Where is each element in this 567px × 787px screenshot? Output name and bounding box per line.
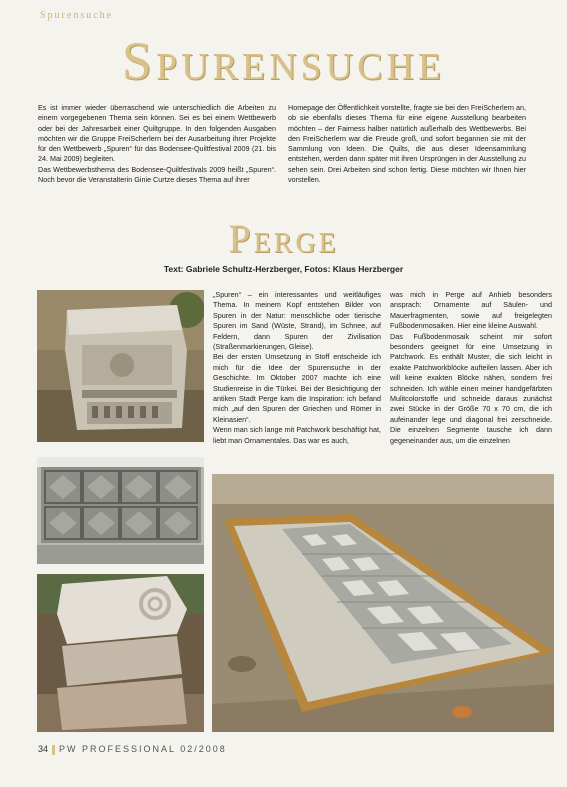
photo-ionic-blocks xyxy=(37,574,204,732)
intro-paragraph: Das Wettbewerbsthema des Bodensee-Quiltfestivals 2009 heißt „Spuren“. Noch bevor die Veranstalterin Ginie Curtze dieses Thema auf ihrer xyxy=(38,164,276,185)
article-paragraph: Bei der ersten Umsetzung in Stoff entscheide ich mich für die Idee der Spurensuche in der Geschichte. Im Oktober 2007 machte ich eine Studienreise in die Türkei. Bei der Besichtigung der antiken Stadt Perge kam die Inspiration: ich befand mich „auf den Spuren der Griechen und Römer in Kleinasien“. xyxy=(213,352,381,424)
intro-paragraph: Es ist immer wieder überraschend wie unterschiedlich die Arbeiten zu einem vorgegebenen Thema sein können. Sei es bei einem Wettbewerb oder bei der Jahresarbeit einer Quiltgruppe. In den folgenden Ausgaben möchten wir die Gruppe FreiScherlern bei der Ausarbeitung ihrer Projekte für den Wettbewerb „Spuren“ für das Bodensee-Quiltfestival 2009 (21. bis 24. Mai 2009) begleiten. xyxy=(38,103,276,164)
page-number: 34 xyxy=(38,744,49,754)
article-column-1 xyxy=(213,290,381,446)
photo-floor-mosaic xyxy=(212,474,554,732)
section-label: Spurensuche xyxy=(40,10,114,21)
intro-paragraph: Homepage der Öffentlichkeit vorstellte, fragte sie bei den FreiScherlern an, ob sie ebenfalls dieses Thema für eine eigene Ausstellung bearbeiten möchten – der Fairness halber natürlich außerhalb des Wettbewerbs. Bei den FreiScherlern war die Freude groß, und sofort begannen sie mit der Sammlung von Ideen. Die Quilts, die aus dieser Ideensammlung entstehen, werden dann später mit ihren Ursprüngen in der Ausstellung zu sehen sein. Drei Arbeiten sind schon fertig. Diese möchten wir Ihnen hier vorstellen. xyxy=(288,103,526,185)
photo-carved-frieze-image xyxy=(37,457,204,564)
intro-column-right xyxy=(288,103,526,185)
photo-ionic-blocks-image xyxy=(37,574,204,732)
article-paragraph: „Spuren“ – ein interessantes und weitläufiges Thema. In meinem Kopf entstehen Bilder von Spuren in der Natur: menschliche oder tierische Spuren im Sand (Wüste, Strand), im Schnee, auf Feldern, dann Spuren der Zivilisation (Straßenmarkierungen, Gleise). xyxy=(213,290,381,352)
article-credit: Text: Gabriele Schultz-Herzberger, Fotos: Klaus Herzberger xyxy=(163,264,404,274)
page-footer xyxy=(38,744,227,755)
intro-column-left xyxy=(38,103,276,185)
photo-column-capital xyxy=(37,290,204,442)
photo-column-capital-image xyxy=(37,290,204,442)
page-title: Spurensuche xyxy=(121,31,446,91)
article-paragraph: was mich in Perge auf Anhieb besonders ansprach: Ornamente auf Säulen- und Mauerfragmenten, sowie auf freigelegten Fußbodenmosaiken. Hier eine kleine Auswahl. xyxy=(390,290,552,331)
photo-carved-frieze xyxy=(37,457,204,564)
article-title: Perge xyxy=(228,216,339,261)
article-paragraph: Das Fußbodenmosaik scheint mir sofort besonders geeignet für eine Umsetzung in Patchwork. Es enthält Muster, die sich leicht in exakte Patchworkblöcke aufteilen lassen. Aber ich will keine exakten Blöcke nähen, sondern frei schneiden. Ich wähle einen meiner handgefärbten Mulitcolorstoffe und schneide daraus zunächst zwei Stücke in der Größe 70 x 70 cm, die ich aufeinander lege und diagonal frei zerschneide. Die einzelnen Segmente tausche ich dann gegeneinander aus, um die einzelnen xyxy=(390,331,552,445)
footer-divider xyxy=(52,745,55,755)
photo-floor-mosaic-image xyxy=(212,474,554,732)
article-paragraph: Wenn man sich lange mit Patchwork beschäftigt hat, liebt man Ornamentales. Das war es auch, xyxy=(213,425,381,445)
article-column-2 xyxy=(390,290,552,446)
magazine-name: PW PROFESSIONAL 02/2008 xyxy=(59,744,227,754)
